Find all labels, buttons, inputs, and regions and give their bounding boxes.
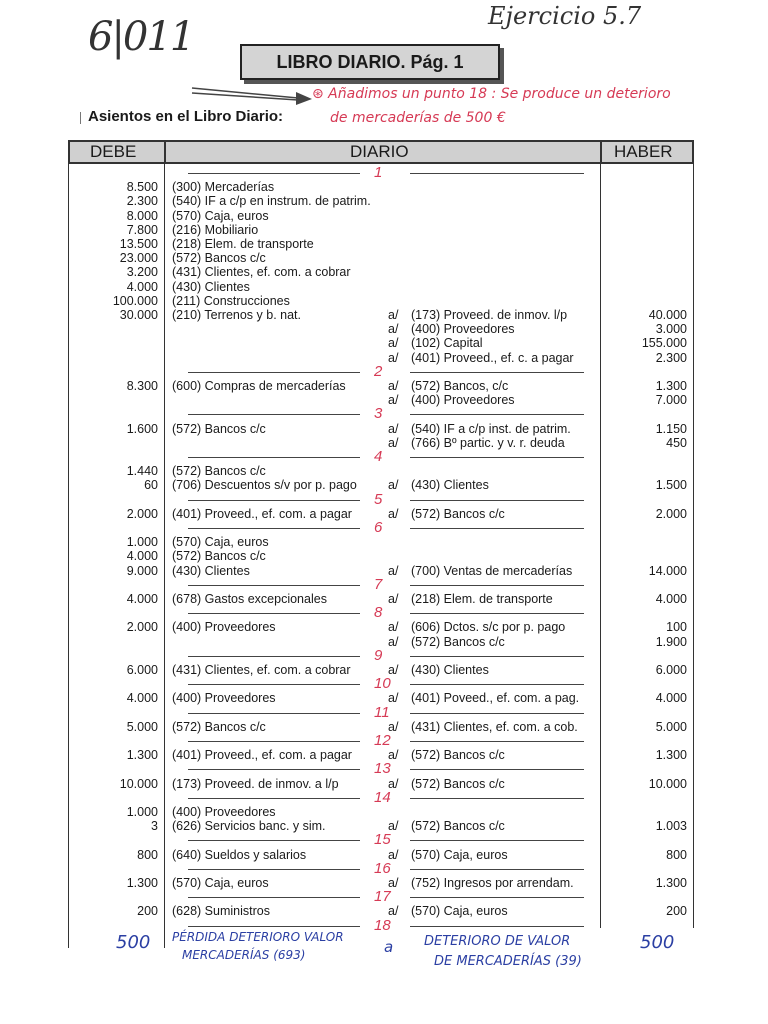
- debit-account: (401) Proveed., ef. com. a pagar: [172, 748, 352, 763]
- entry-separator: [0, 490, 768, 508]
- a-marker: a/: [388, 435, 399, 450]
- entry-separator: [0, 646, 768, 664]
- separator-line: [188, 769, 360, 770]
- entry-number: 6: [374, 519, 383, 536]
- credit-account: (572) Bancos c/c: [411, 634, 505, 649]
- debe-amount: 30.000: [119, 308, 158, 322]
- separator-line: [410, 926, 584, 927]
- separator-line: [410, 656, 584, 657]
- entry-number: 15: [374, 831, 391, 849]
- a-marker: a/: [388, 506, 399, 521]
- debit-account: (572) Bancos c/c: [172, 251, 266, 266]
- debit-account: (300) Mercaderías: [172, 180, 275, 195]
- journal-row: [0, 308, 768, 322]
- entry-separator: [0, 859, 768, 877]
- journal-row: [0, 592, 768, 606]
- a-marker: a/: [388, 393, 399, 408]
- separator-line: [410, 869, 584, 870]
- a-marker: a/: [388, 336, 399, 351]
- separator-line: [188, 414, 360, 415]
- separator-line: [188, 684, 360, 685]
- haber-amount: 1.300: [655, 876, 687, 890]
- debe-amount: 800: [137, 847, 158, 862]
- entry-number: 3: [374, 405, 383, 423]
- entry-18-haber: 500: [640, 932, 675, 953]
- haber-amount: 1.300: [655, 379, 687, 393]
- haber-amount: 1.300: [655, 748, 687, 763]
- credit-account: (572) Bancos c/c: [411, 748, 505, 763]
- debit-account: (430) Clientes: [172, 563, 250, 578]
- debit-account: (570) Caja, euros: [172, 876, 269, 890]
- separator-line: [188, 457, 360, 458]
- entry-18-contra-line1: DETERIORO DE VALOR: [424, 934, 571, 949]
- handwritten-exercise-label: Ejercicio 5.7: [488, 2, 642, 30]
- separator-line: [188, 897, 360, 898]
- credit-account: (102) Capital: [411, 336, 483, 351]
- handwritten-note-line2: de mercaderías de 500 €: [330, 110, 506, 126]
- a-marker: a/: [388, 847, 399, 862]
- debit-account: (430) Clientes: [172, 279, 250, 294]
- separator-line: [188, 500, 360, 501]
- separator-line: [188, 741, 360, 742]
- credit-account: (572) Bancos, c/c: [411, 379, 509, 393]
- journal-row: [0, 464, 768, 478]
- a-marker: a/: [388, 634, 399, 649]
- debe-amount: 10.000: [119, 776, 158, 791]
- entry-separator: [0, 407, 768, 421]
- entry-separator: [0, 762, 768, 776]
- a-marker: a/: [388, 478, 399, 493]
- haber-amount: 450: [666, 435, 687, 450]
- section-heading: Asientos en el Libro Diario:: [88, 108, 284, 125]
- debe-amount: 9.000: [126, 563, 158, 578]
- debe-amount: 4.000: [126, 592, 158, 606]
- separator-line: [188, 656, 360, 657]
- separator-line: [410, 713, 584, 714]
- debe-amount: 1.300: [126, 876, 158, 890]
- debe-amount: 1.440: [126, 464, 158, 479]
- haber-amount: 6.000: [655, 663, 687, 677]
- entry-separator: [0, 677, 768, 691]
- haber-amount: 40.000: [648, 308, 687, 322]
- column-header-diario: DIARIO: [350, 142, 409, 161]
- journal-row: [0, 223, 768, 237]
- debit-account: (678) Gastos excepcionales: [172, 592, 327, 606]
- haber-amount: 3.000: [655, 322, 687, 337]
- entry-number: 12: [374, 732, 391, 749]
- credit-account: (766) Bº partic. y v. r. deuda: [411, 435, 565, 450]
- debe-amount: 8.500: [126, 180, 158, 195]
- separator-line: [188, 613, 360, 614]
- debit-account: (540) IF a c/p en instrum. de patrim.: [172, 194, 371, 209]
- journal-row: [0, 180, 768, 194]
- entry-separator: [0, 734, 768, 748]
- separator-line: [410, 500, 584, 501]
- column-header-haber: HABER: [614, 142, 673, 161]
- entry-number: 14: [374, 788, 391, 806]
- debit-account: (572) Bancos c/c: [172, 719, 266, 734]
- journal-row: [0, 422, 768, 436]
- journal-row: [0, 620, 768, 634]
- debit-account: (640) Sueldos y salarios: [172, 847, 307, 862]
- haber-amount: 5.000: [655, 719, 687, 734]
- debe-amount: 100.000: [112, 293, 158, 308]
- entry-separator: [0, 450, 768, 464]
- debit-account: (431) Clientes, ef. com. a cobrar: [172, 663, 351, 677]
- debit-account: (626) Servicios banc. y sim.: [172, 819, 326, 834]
- credit-account: (401) Poveed., ef. com. a pag.: [411, 691, 580, 706]
- credit-account: (752) Ingresos por arrendam.: [411, 876, 574, 890]
- debit-account: (210) Terrenos y b. nat.: [172, 308, 302, 322]
- debit-account: (173) Proveed. de inmov. a l/p: [172, 776, 339, 791]
- entry-number: 7: [374, 575, 383, 593]
- entry-separator: [0, 362, 768, 380]
- entry-18-contra-line2: DE MERCADERÍAS (39): [434, 954, 582, 969]
- entry-number: 17: [374, 888, 391, 906]
- entry-number: 5: [374, 490, 383, 508]
- haber-amount: 4.000: [655, 691, 687, 706]
- journal-row: [0, 393, 768, 407]
- credit-account: (173) Proveed. de inmov. l/p: [411, 308, 568, 322]
- entry-separator: [0, 703, 768, 721]
- journal-row: [0, 237, 768, 251]
- debit-account: (400) Proveedores: [172, 691, 276, 706]
- debit-account: (570) Caja, euros: [172, 208, 269, 223]
- debe-amount: 23.000: [119, 251, 158, 266]
- entry-18-a-marker: a: [384, 938, 394, 956]
- haber-amount: 155.000: [641, 336, 687, 351]
- a-marker: a/: [388, 904, 399, 919]
- haber-amount: 1.900: [655, 634, 687, 649]
- journal-row: [0, 194, 768, 208]
- debe-amount: 8.300: [126, 379, 158, 393]
- debe-amount: 4.000: [126, 549, 158, 564]
- debit-account: (401) Proveed., ef. com. a pagar: [172, 506, 352, 521]
- page-title: LIBRO DIARIO. Pág. 1: [240, 44, 500, 80]
- haber-amount: 2.000: [655, 506, 687, 521]
- debe-amount: 13.500: [119, 237, 158, 251]
- haber-amount: 1.500: [655, 478, 687, 493]
- separator-line: [410, 741, 584, 742]
- credit-account: (570) Caja, euros: [411, 904, 508, 919]
- entry-number: 8: [374, 604, 383, 622]
- credit-account: (572) Bancos c/c: [411, 506, 505, 521]
- journal-row: [0, 535, 768, 549]
- haber-amount: 7.000: [655, 393, 687, 408]
- a-marker: a/: [388, 308, 399, 322]
- separator-line: [188, 798, 360, 799]
- handwritten-note-line1: ⊛ Añadimos un punto 18 : Se produce un deterioro: [312, 86, 671, 102]
- separator-line: [188, 840, 360, 841]
- separator-line: [188, 713, 360, 714]
- journal-row: [0, 209, 768, 223]
- entry-number: 13: [374, 760, 391, 778]
- journal-row: [0, 294, 768, 308]
- debit-account: (600) Compras de mercaderías: [172, 379, 346, 393]
- a-marker: a/: [388, 819, 399, 834]
- separator-line: [410, 769, 584, 770]
- entry-number: 1: [374, 164, 383, 181]
- debe-amount: 1.000: [126, 805, 158, 819]
- debit-account: (400) Proveedores: [172, 620, 276, 635]
- a-marker: a/: [388, 421, 399, 436]
- debit-account: (431) Clientes, ef. com. a cobrar: [172, 265, 351, 280]
- a-marker: a/: [388, 663, 399, 677]
- a-marker: a/: [388, 592, 399, 606]
- debe-amount: 200: [137, 904, 158, 919]
- debe-amount: 7.800: [126, 222, 158, 237]
- journal-row: [0, 322, 768, 336]
- a-marker: a/: [388, 350, 399, 365]
- debe-amount: 4.000: [126, 691, 158, 706]
- separator-line: [410, 414, 584, 415]
- a-marker: a/: [388, 719, 399, 734]
- debe-amount: 60: [144, 478, 158, 493]
- journal-row: [0, 635, 768, 649]
- credit-account: (430) Clientes: [411, 663, 489, 677]
- debe-amount: 2.000: [126, 506, 158, 521]
- journal-row: [0, 265, 768, 279]
- separator-line: [410, 840, 584, 841]
- haber-amount: 100: [666, 620, 687, 635]
- journal-row: [0, 805, 768, 819]
- separator-line: [188, 585, 360, 586]
- a-marker: a/: [388, 620, 399, 635]
- credit-account: (570) Caja, euros: [411, 847, 508, 862]
- credit-account: (572) Bancos c/c: [411, 819, 505, 834]
- haber-amount: 10.000: [648, 776, 687, 791]
- column-header-debe: DEBE: [90, 142, 137, 161]
- entry-18-debe: 500: [116, 932, 151, 953]
- debit-account: (570) Caja, euros: [172, 535, 269, 550]
- journal-row: [0, 436, 768, 450]
- separator-line: [410, 528, 584, 529]
- credit-account: (606) Dctos. s/c por p. pago: [411, 620, 566, 635]
- entry-18-account-line2: MERCADERÍAS (693): [182, 948, 306, 962]
- credit-account: (218) Elem. de transporte: [411, 592, 553, 606]
- separator-line: [410, 585, 584, 586]
- debit-account: (572) Bancos c/c: [172, 421, 266, 436]
- credit-account: (401) Proveed., ef. c. a pagar: [411, 350, 574, 365]
- entry-number: 2: [374, 362, 383, 380]
- a-marker: a/: [388, 691, 399, 706]
- haber-amount: 2.300: [655, 350, 687, 365]
- debit-account: (628) Suministros: [172, 904, 270, 919]
- a-marker: a/: [388, 379, 399, 393]
- entry-separator: [0, 575, 768, 593]
- handwritten-date: 6|011: [88, 14, 194, 60]
- debe-amount: 1.000: [126, 535, 158, 550]
- debe-amount: 2.000: [126, 620, 158, 635]
- journal-row: [0, 549, 768, 563]
- debe-amount: 5.000: [126, 719, 158, 734]
- debit-account: (211) Construcciones: [172, 293, 290, 308]
- separator-line: [410, 798, 584, 799]
- entry-separator: [0, 606, 768, 620]
- haber-amount: 1.150: [655, 421, 687, 436]
- entry-separator: [0, 521, 768, 535]
- haber-amount: 800: [666, 847, 687, 862]
- a-marker: a/: [388, 563, 399, 578]
- debit-account: (216) Mobiliario: [172, 222, 259, 237]
- haber-amount: 200: [666, 904, 687, 919]
- separator-line: [188, 372, 360, 373]
- credit-account: (400) Proveedores: [411, 322, 515, 337]
- separator-line: [410, 372, 584, 373]
- debit-account: (572) Bancos c/c: [172, 464, 266, 479]
- entry-separator: [0, 833, 768, 847]
- separator-line: [410, 684, 584, 685]
- entry-separator: [0, 166, 768, 180]
- debe-amount: 8.000: [126, 208, 158, 223]
- journal-row: [0, 251, 768, 265]
- journal-row: [0, 336, 768, 350]
- journal-row: [0, 280, 768, 294]
- debit-account: (706) Descuentos s/v por p. pago: [172, 478, 357, 493]
- a-marker: a/: [388, 748, 399, 763]
- separator-line: [410, 457, 584, 458]
- entry-number: 11: [374, 703, 390, 721]
- a-marker: a/: [388, 322, 399, 337]
- journal-row: [0, 564, 768, 578]
- separator-line: [410, 897, 584, 898]
- debe-amount: 1.300: [126, 748, 158, 763]
- a-marker: a/: [388, 876, 399, 890]
- a-marker: a/: [388, 776, 399, 791]
- journal-row: [0, 478, 768, 492]
- entry-number: 9: [374, 646, 383, 664]
- entry-number: 10: [374, 675, 391, 693]
- debe-amount: 6.000: [126, 663, 158, 677]
- debit-account: (572) Bancos c/c: [172, 549, 266, 564]
- entry-18-account-line1: PÉRDIDA DETERIORO VALOR: [172, 930, 344, 944]
- entry-number: 4: [374, 448, 383, 465]
- separator-line: [410, 613, 584, 614]
- credit-account: (431) Clientes, ef. com. a cob.: [411, 719, 578, 734]
- separator-line: [188, 869, 360, 870]
- credit-account: (430) Clientes: [411, 478, 489, 493]
- debe-amount: 3.200: [126, 265, 158, 280]
- credit-account: (540) IF a c/p inst. de patrim.: [411, 421, 571, 436]
- credit-account: (700) Ventas de mercaderías: [411, 563, 573, 578]
- debe-amount: 2.300: [126, 194, 158, 209]
- debe-amount: 1.600: [126, 421, 158, 436]
- separator-line: [188, 528, 360, 529]
- debit-account: (218) Elem. de transporte: [172, 237, 314, 251]
- entry-separator: [0, 788, 768, 806]
- credit-account: (400) Proveedores: [411, 393, 515, 408]
- journal-row: [0, 379, 768, 393]
- journal-row: [0, 507, 768, 521]
- debe-amount: 4.000: [126, 279, 158, 294]
- credit-account: (572) Bancos c/c: [411, 776, 505, 791]
- haber-amount: 14.000: [648, 563, 687, 578]
- journal-row: [0, 351, 768, 365]
- haber-amount: 1.003: [655, 819, 687, 834]
- separator-line: [410, 173, 584, 174]
- debit-account: (400) Proveedores: [172, 805, 276, 819]
- separator-line: [188, 173, 360, 174]
- debe-amount: 3: [151, 819, 158, 834]
- entry-number: 16: [374, 859, 391, 877]
- separator-line: [188, 926, 360, 927]
- haber-amount: 4.000: [655, 592, 687, 606]
- entry-number: 18: [374, 916, 391, 934]
- entry-separator: [0, 890, 768, 904]
